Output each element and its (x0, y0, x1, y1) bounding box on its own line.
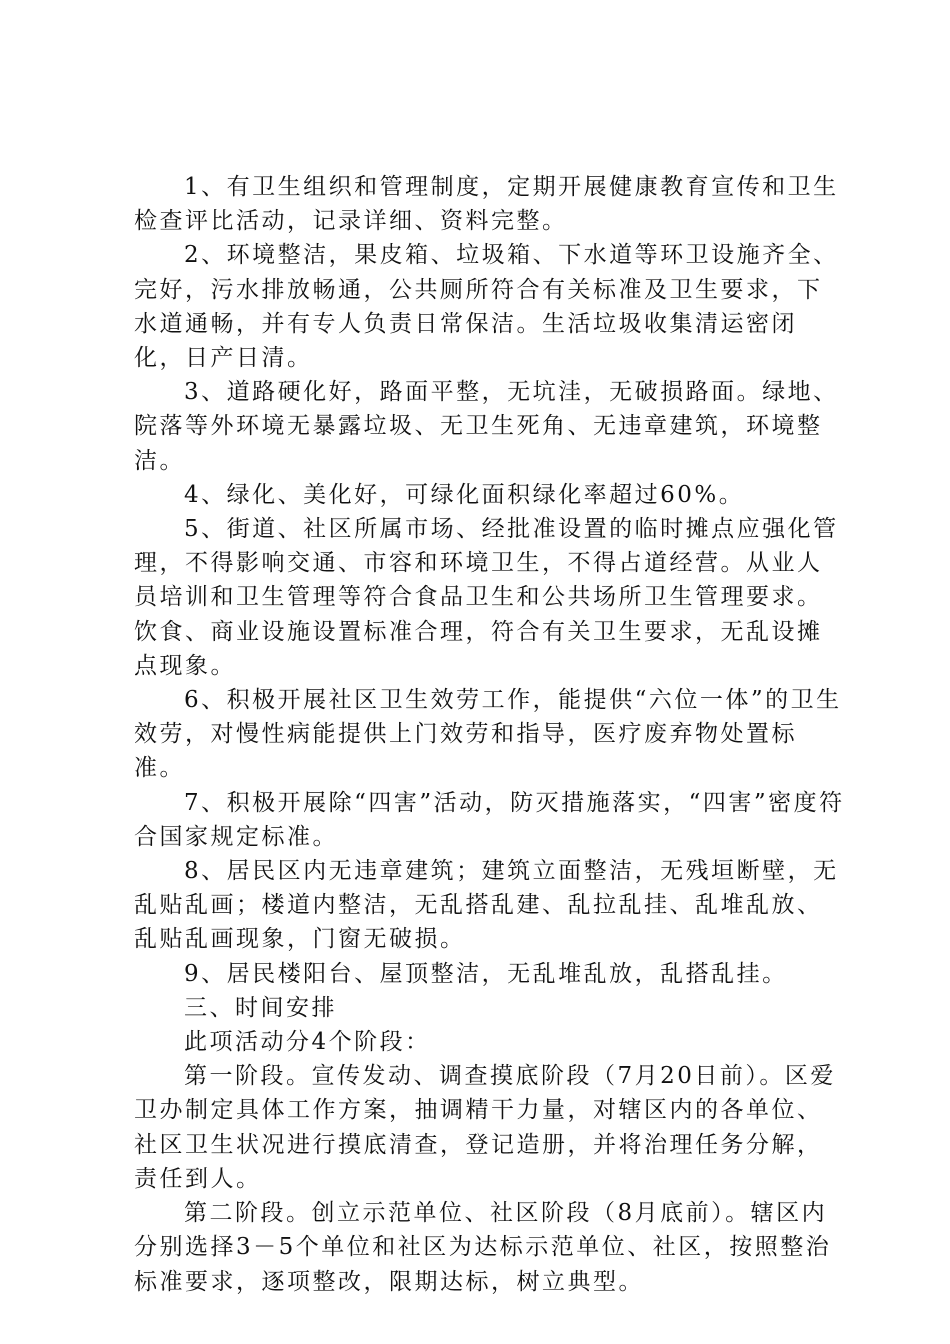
section-heading-time-schedule: 三、时间安排 (184, 994, 337, 1021)
paragraph-item-3: 3、道路硬化好，路面平整，无坑洼，无破损路面。绿地、院落等外环境无暴露垃圾、无卫生死角、无违章建筑，环境整洁。 (134, 379, 839, 474)
paragraph-item-2: 2、环境整洁，果皮箱、垃圾箱、下水道等环卫设施齐全、完好，污水排放畅通，公共厕所符合有关标准及卫生要求，下水道通畅，并有专人负责日常保洁。生活垃圾收集清运密闭化，日产日清。 (134, 242, 839, 372)
paragraph-item-1: 1、有卫生组织和管理制度，定期开展健康教育宣传和卫生检查评比活动，记录详细、资料完整。 (134, 174, 839, 235)
stage-one-paragraph: 第一阶段。宣传发动、调查摸底阶段（7月20日前）。区爱卫办制定具体工作方案，抽调精干力量，对辖区内的各单位、社区卫生状况进行摸底清查，登记造册，并将治理任务分解，责任到人。 (134, 1063, 836, 1192)
paragraph-item-6: 6、积极开展社区卫生效劳工作，能提供“六位一体”的卫生效劳，对慢性病能提供上门效劳和指导，医疗废弃物处置标准。 (134, 687, 842, 782)
document-body (134, 170, 846, 1299)
paragraph-item-7: 7、积极开展除“四害”活动，防灭措施落实，“四害”密度符合国家规定标准。 (134, 789, 845, 850)
paragraph-item-8: 8、居民区内无违章建筑；建筑立面整洁，无残垣断壁，无乱贴乱画；楼道内整洁，无乱搭乱建、乱拉乱挂、乱堆乱放、乱贴乱画现象，门窗无破损。 (134, 858, 839, 953)
paragraph-item-9: 9、居民楼阳台、屋顶整洁，无乱堆乱放，乱搭乱挂。 (184, 960, 788, 987)
paragraph-item-4: 4、绿化、美化好，可绿化面积绿化率超过60%。 (184, 481, 745, 508)
activity-stage-intro: 此项活动分4个阶段： (184, 1029, 431, 1056)
stage-two-paragraph: 第二阶段。创立示范单位、社区阶段（8月底前）。辖区内分别选择3－5个单位和社区为达标示范单位、社区，按照整治标准要求，逐项整改，限期达标，树立典型。 (134, 1200, 832, 1295)
paragraph-item-5: 5、街道、社区所属市场、经批准设置的临时摊点应强化管理，不得影响交通、市容和环境卫生，不得占道经营。从业人员培训和卫生管理等符合食品卫生和公共场所卫生管理要求。饮食、商业设施设置标准合理，符合有关卫生要求，无乱设摊点现象。 (134, 516, 839, 679)
